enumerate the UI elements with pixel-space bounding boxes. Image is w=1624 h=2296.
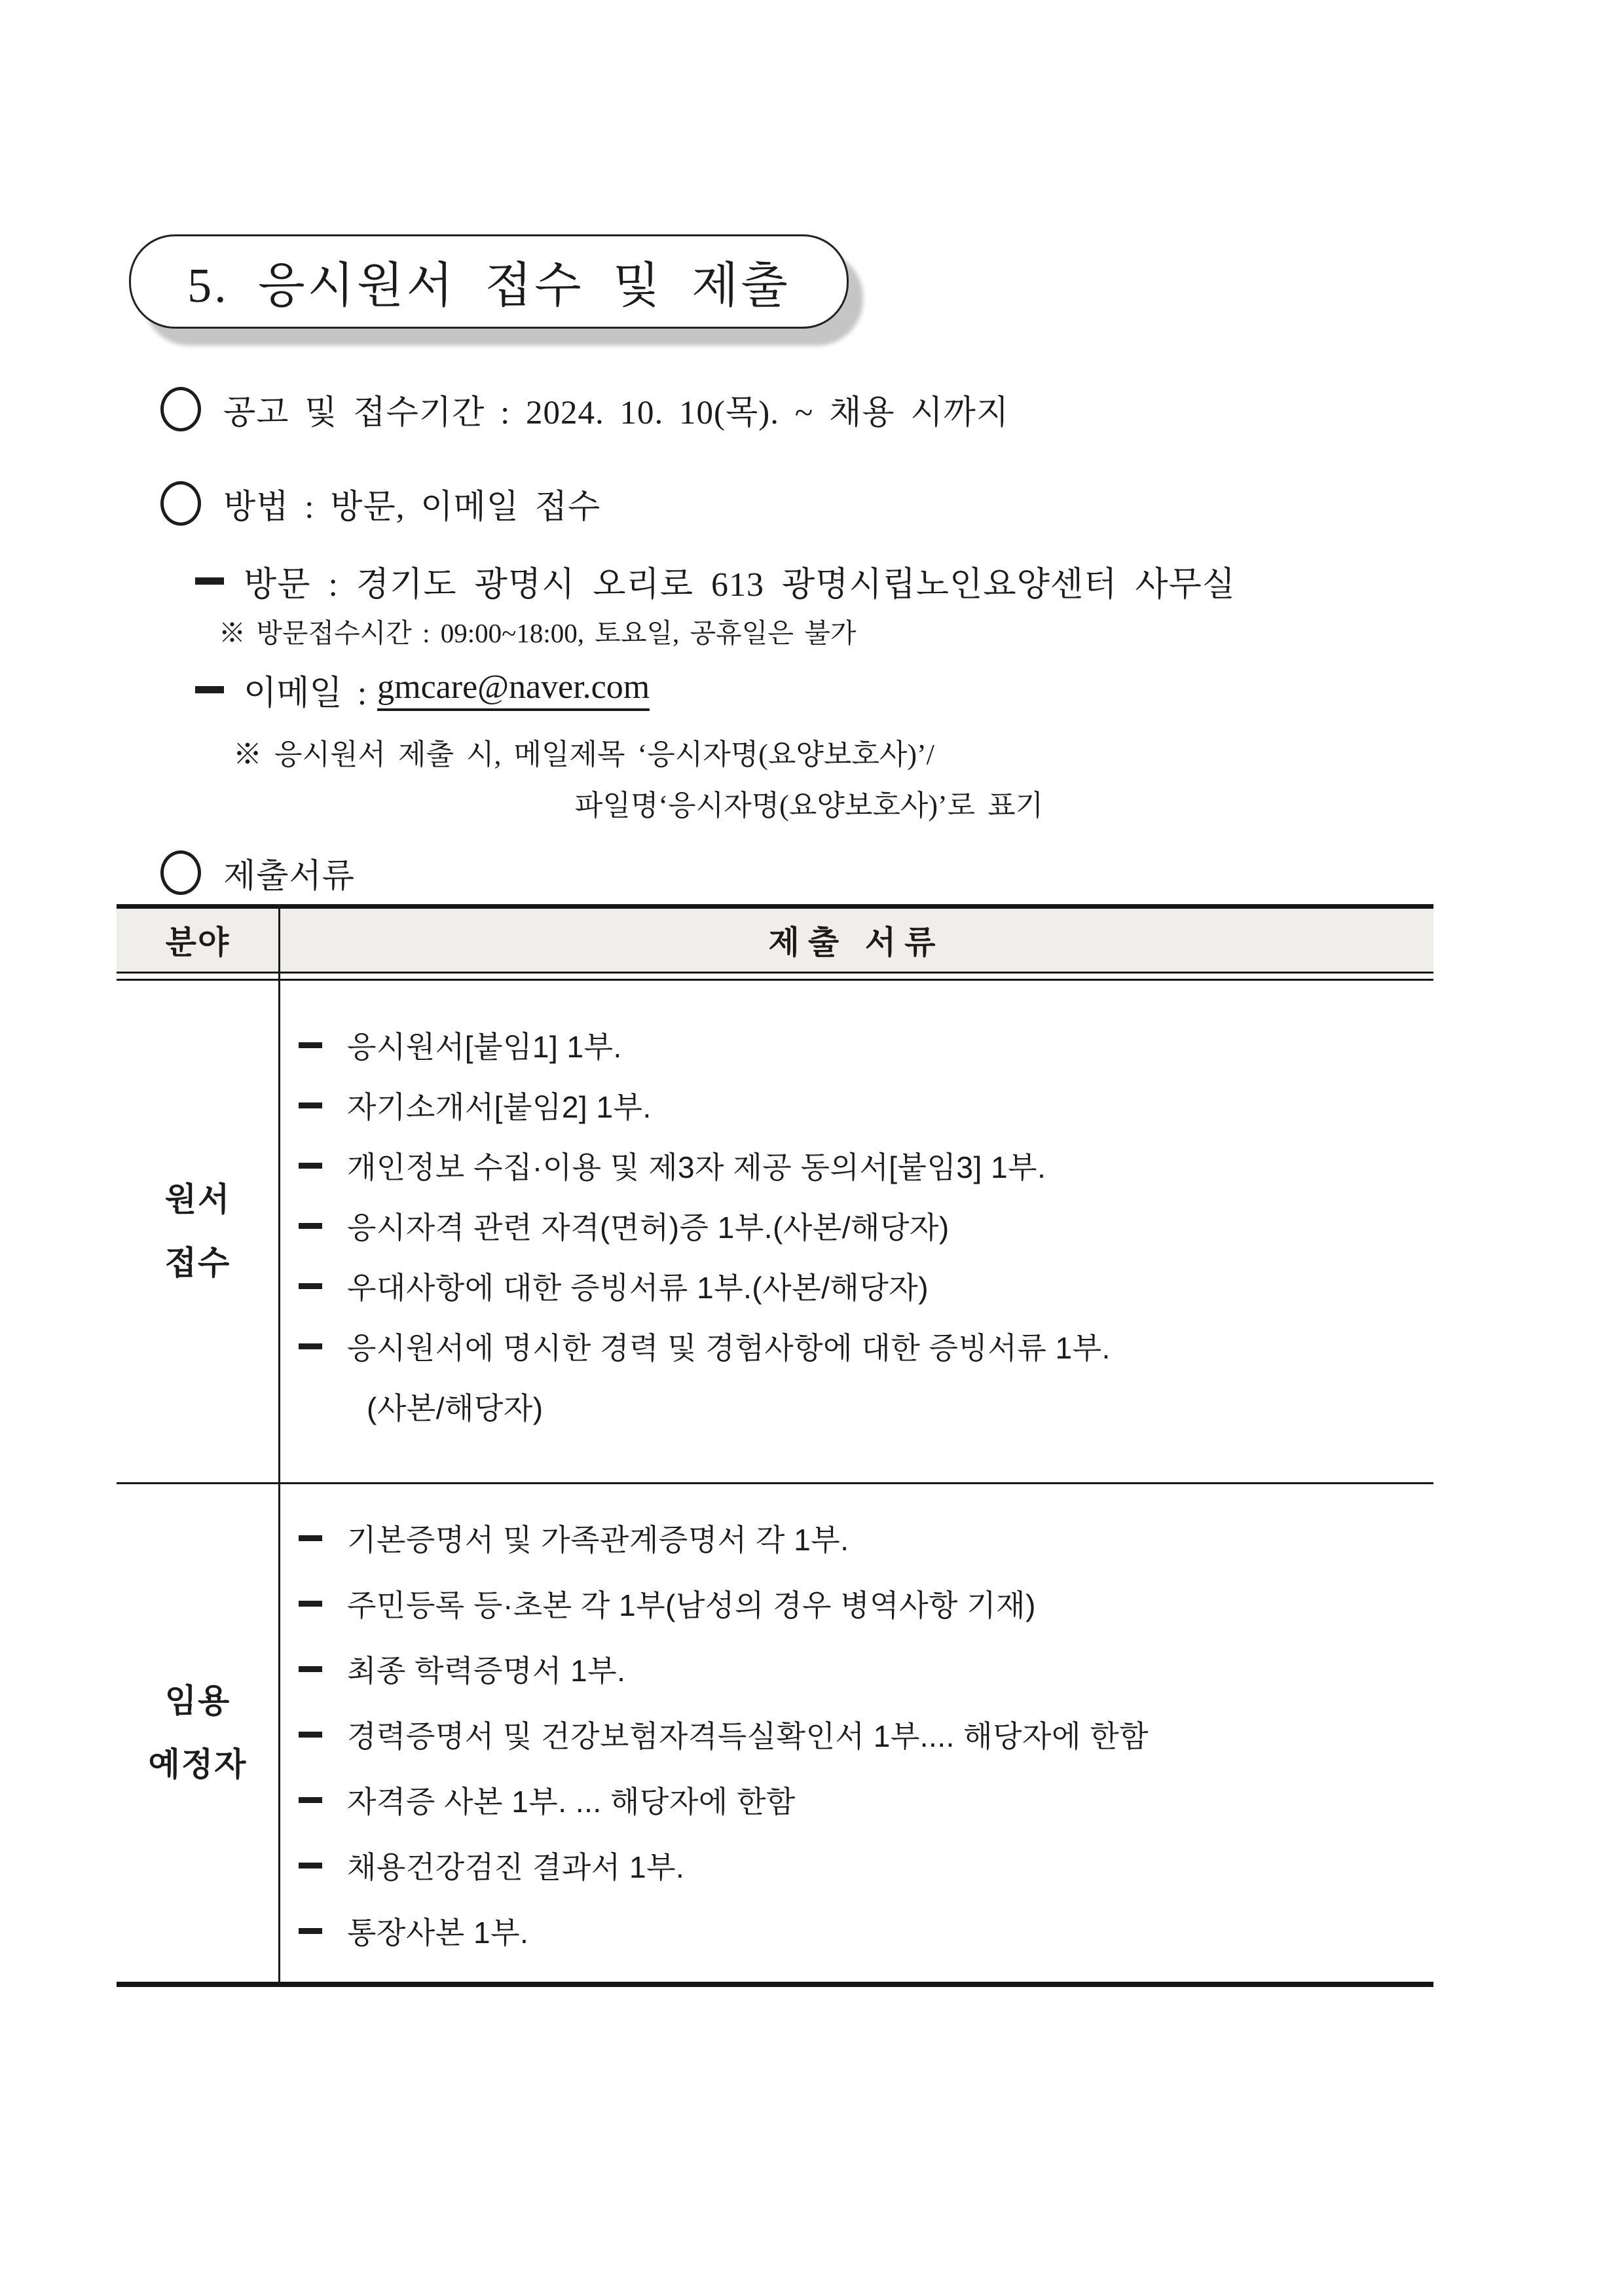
document-item-text: (사본/해당자)	[367, 1391, 544, 1425]
notice-period-line	[160, 380, 1009, 439]
document-item	[279, 1702, 1433, 1767]
dash-bullet-icon	[299, 1343, 322, 1349]
document-item	[279, 1015, 1433, 1075]
document-item-text: 응시원서에 명시한 경력 및 경험사항에 대한 증빙서류 1부.	[347, 1331, 1111, 1365]
documents-line	[160, 843, 355, 902]
document-item	[279, 1316, 1433, 1376]
method-text: 방법 : 방문, 이메일 접수	[223, 489, 601, 526]
document-item-text: 개인정보 수집·이용 및 제3자 제공 동의서[붙임3] 1부.	[347, 1150, 1046, 1184]
document-item	[279, 1256, 1433, 1316]
dash-bullet-icon	[299, 1283, 322, 1289]
category-text: 임용	[164, 1683, 231, 1719]
documents-text: 제출서류	[223, 858, 356, 895]
document-item	[279, 1767, 1433, 1832]
visit-note-text: ※ 방문접수시간 : 09:00~18:00, 토요일, 공휴일은 불가	[219, 617, 857, 648]
column-divider	[278, 904, 280, 1987]
dash-bullet-icon	[299, 1797, 322, 1803]
document-item-text: 주민등록 등·초본 각 1부(남성의 경우 병역사항 기재)	[347, 1588, 1036, 1622]
appointee-items	[279, 1484, 1433, 1982]
circle-bullet-icon	[160, 387, 201, 431]
document-item-text: 채용건강검진 결과서 1부.	[347, 1850, 685, 1884]
dash-bullet-icon	[299, 1732, 322, 1738]
document-item-text: 자기소개서[붙임2] 1부.	[347, 1090, 652, 1124]
document-item-text: 경력증명서 및 건강보험자격득실확인서 1부.... 해당자에 한함	[347, 1719, 1149, 1753]
document-item	[279, 1832, 1433, 1898]
dash-bullet-icon	[299, 1928, 322, 1934]
application-items	[279, 981, 1433, 1482]
table-row-application	[117, 981, 1433, 1484]
document-item-text: 최종 학력증명서 1부.	[347, 1654, 626, 1688]
circle-bullet-icon	[160, 850, 201, 895]
document-item-text: 통장사본 1부.	[347, 1916, 529, 1950]
document-item	[279, 1505, 1433, 1571]
dash-bullet-icon	[299, 1102, 322, 1108]
dash-bullet-icon	[299, 1863, 322, 1868]
dash-bullet-icon	[195, 577, 224, 585]
method-line	[160, 474, 600, 533]
header-cell-category: 분야	[165, 925, 231, 960]
document-item-text: 기본증명서 및 가족관계증명서 각 1부.	[347, 1523, 849, 1557]
dash-bullet-icon	[299, 1223, 322, 1229]
dash-bullet-icon	[299, 1601, 322, 1607]
dash-bullet-icon	[299, 1042, 322, 1048]
dash-bullet-icon	[195, 686, 224, 693]
document-item	[279, 1571, 1433, 1636]
category-text: 원서	[164, 1181, 231, 1218]
header-cell-documents: 제출 서류	[768, 925, 944, 960]
submission-documents-table	[117, 904, 1433, 1987]
document-item-continuation	[279, 1376, 1433, 1436]
category-text: 예정자	[148, 1746, 248, 1783]
dash-bullet-icon	[299, 1535, 322, 1541]
visit-text: 방문 : 경기도 광명시 오리로 613 광명시립노인요양센터 사무실	[244, 566, 1236, 604]
email-label: 이메일 :	[244, 674, 367, 712]
document-item	[279, 1075, 1433, 1135]
dash-bullet-icon	[299, 1163, 322, 1169]
category-text: 접수	[164, 1245, 231, 1281]
document-item	[279, 1135, 1433, 1195]
email-address: gmcare@naver.com	[377, 668, 650, 711]
dash-bullet-icon	[299, 1666, 322, 1672]
document-item-text: 우대사항에 대한 증빙서류 1부.(사본/해당자)	[347, 1271, 929, 1305]
category-cell-application	[117, 981, 279, 1482]
document-item	[279, 1898, 1433, 1963]
header-separator-double-line	[117, 972, 1433, 981]
table-row-appointee	[117, 1484, 1433, 1987]
email-note-line-1	[233, 728, 934, 775]
document-item-text: 응시원서[붙임1] 1부.	[347, 1030, 622, 1064]
category-cell-appointee	[117, 1484, 279, 1982]
email-line	[195, 660, 650, 719]
email-note-text-1: ※ 응시원서 제출 시, 메일제목 ‘응시자명(요양보호사)’/	[233, 738, 934, 771]
document-item	[279, 1195, 1433, 1256]
document-item-text: 응시자격 관련 자격(면허)증 1부.(사본/해당자)	[347, 1211, 950, 1245]
visit-line	[195, 551, 1236, 610]
document-item-text: 자격증 사본 1부. ... 해당자에 한함	[347, 1785, 796, 1819]
circle-bullet-icon	[160, 481, 201, 526]
table-header-row	[117, 904, 1433, 972]
notice-period-text: 공고 및 접수기간 : 2024. 10. 10(목). ~ 채용 시까지	[223, 395, 1010, 431]
section-5-title-badge	[129, 234, 849, 329]
document-item	[279, 1636, 1433, 1702]
email-note-text-2: 파일명‘응시자명(요양보호사)’로 표기	[575, 790, 1044, 822]
visit-note	[219, 610, 856, 651]
email-note-line-2	[575, 779, 1043, 826]
section-title: 5. 응시원서 접수 및 제출	[187, 259, 790, 313]
